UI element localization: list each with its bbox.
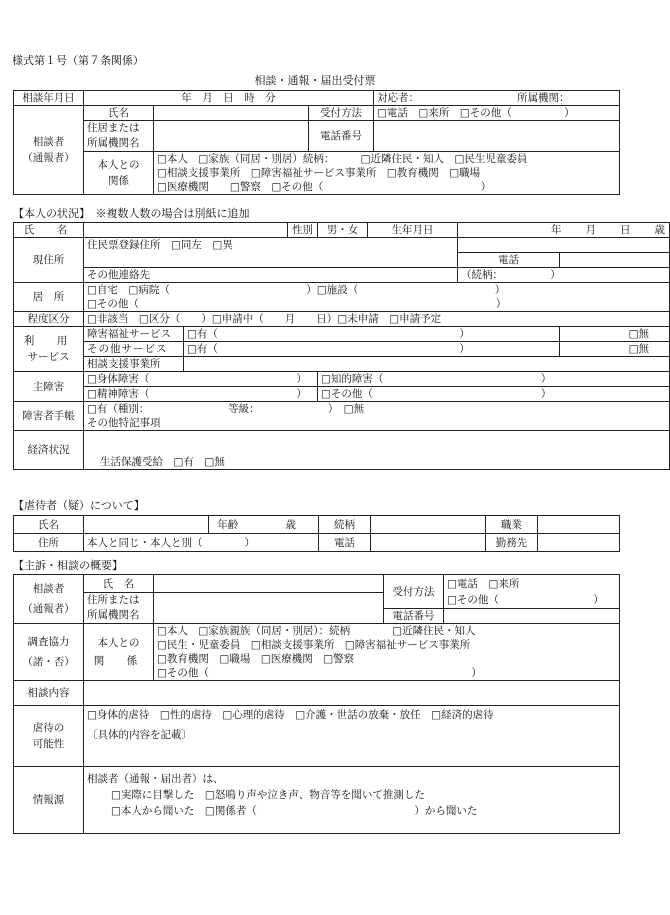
phone-label: 電話番号 (309, 121, 374, 152)
form-number-label: 様式第１号（第７条関係） (12, 54, 144, 67)
form-title: 相談・通報・届出受付票 (254, 74, 376, 87)
svc-consult-field[interactable] (184, 357, 670, 372)
summary-name-label: 氏 名 (84, 575, 154, 593)
reception-table (13, 90, 620, 195)
person-name-field[interactable] (84, 223, 288, 238)
coop-sub-label: （諾・否） (22, 656, 75, 668)
tel-label: 電話 (458, 253, 560, 268)
phone-field[interactable] (374, 121, 620, 152)
welfare-options[interactable]: 生活保護受給 □有 □無 (84, 455, 670, 470)
staff-field[interactable]: 対応者： (377, 92, 420, 104)
section-abuser: 【虐待者（疑）について】 (13, 499, 145, 512)
current-addr-field[interactable] (84, 253, 458, 268)
residence-label: 居 所 (14, 283, 84, 312)
reporter-label: 相談者 (32, 136, 65, 148)
workplace-label: 勤務先 (486, 534, 538, 552)
name-field[interactable] (154, 106, 309, 121)
name-label: 氏名 (84, 106, 154, 121)
summary-rel-opts-1[interactable]: □本人 □家族親族（同居・別居）：続柄 □近隣住民・知人 (154, 624, 620, 639)
other-contact-label: その他連絡先 (84, 268, 458, 283)
addr-label-2: 所属機関名 (87, 137, 140, 149)
abuse-possibility-label-2: 可能性 (32, 738, 65, 750)
abuse-detail-field[interactable]: 〔具体的内容を記載〕 (84, 724, 620, 767)
abuser-tel-label: 電話 (319, 534, 371, 552)
main-disability-label: 主障害 (14, 372, 84, 402)
service-label: 利 用 (23, 335, 74, 347)
accept-options[interactable]: □電話 □来所 □その他（ ） (374, 106, 620, 121)
summary-addr-label-2: 所属機関名 (87, 609, 140, 621)
service-label-2: サービス (27, 351, 70, 363)
summary-accept-label: 受付方法 (384, 575, 444, 609)
abuser-tel-field[interactable] (371, 534, 486, 552)
workplace-field[interactable] (538, 534, 620, 552)
summary-phone-label: 電話番号 (384, 609, 444, 624)
job-label: 職業 (486, 516, 538, 534)
summary-phone-field[interactable] (444, 609, 620, 624)
handbook-options[interactable]: □有（種別： 等級： ） □無 (84, 402, 670, 417)
handbook-label: 障害者手帳 (14, 402, 84, 431)
source-intro: 相談者（通報・届出者）は、 (87, 773, 224, 785)
abuser-addr-options[interactable]: 本人と同じ・本人と別（ ） (84, 534, 319, 552)
relation-options-1[interactable]: □本人 □家族（同居・別居）続柄： □近隣住民・知人 □民生児童委員 (154, 152, 620, 167)
svc-welfare-yes[interactable]: □有（ ） (184, 327, 560, 342)
addr-field[interactable] (154, 121, 309, 152)
level-label: 程度区分 (14, 312, 84, 327)
summary-accept-opts-2[interactable]: □その他（ ） (447, 593, 604, 606)
abuser-table (13, 515, 620, 552)
dis-intellectual[interactable]: □知的障害（ ） (318, 372, 670, 387)
abuser-addr-label: 住所 (14, 534, 84, 552)
summary-rel-opts-2[interactable]: □民生・児童委員 □相談支援事業所 □障害福祉サービス事業所 (154, 638, 620, 652)
summary-accept-opts-1[interactable]: □電話 □来所 (447, 577, 520, 590)
age-field[interactable]: 歳 (247, 516, 319, 534)
economy-label: 経済状況 (14, 431, 84, 470)
summary-rel-opts-4[interactable]: □その他（ ） (154, 666, 620, 681)
sex-options[interactable]: 男・女 (318, 223, 368, 238)
date-field[interactable]: 年 月 日 時 分 (84, 91, 374, 106)
source-options-2[interactable]: □本人から聞いた □関係者（ ）から聞いた (111, 805, 478, 817)
svc-welfare-no[interactable]: □無 (560, 327, 670, 342)
relation-options-2[interactable]: □相談支援事業所 □障害福祉サービス事業所 □教育機関 □職場 (154, 166, 620, 180)
summary-reporter-label: 相談者 (32, 583, 65, 595)
relation-label-2: 関係 (108, 175, 129, 187)
summary-addr-field[interactable] (154, 593, 384, 624)
summary-table (13, 574, 620, 834)
abuse-possibility-label: 虐待の (32, 722, 65, 734)
person-table (13, 222, 670, 470)
addr-label: 住居または (87, 122, 140, 134)
info-source-label: 情報源 (14, 767, 84, 834)
coop-label: 調査協力 (27, 636, 70, 648)
svc-other-yes[interactable]: □有（ ） (184, 342, 560, 357)
agency-field[interactable]: 所属機関： (517, 92, 570, 104)
residence-options-1[interactable]: □自宅 □病院（ ）□施設（ ） (84, 283, 670, 298)
summary-rel-opts-3[interactable]: □教育機関 □職場 □医療機関 □警察 (154, 652, 620, 666)
current-addr-label: 現住所 (14, 238, 84, 283)
svc-other-label: その他サービス (84, 342, 184, 357)
handbook-notes[interactable]: その他特記事項 (84, 416, 670, 431)
relation-options-3[interactable]: □医療機関 □警察 □その他（ ） (154, 180, 620, 195)
source-options-1[interactable]: □実際に目撃した □怒鳴り声や泣き声、物音等を聞いて推測した (111, 789, 425, 801)
summary-relation-label: 本人との (97, 637, 140, 649)
dis-mental[interactable]: □精神障害（ ） (84, 387, 318, 402)
registered-addr[interactable]: 住民票登録住所 □同左 □異 (84, 238, 458, 253)
reporter-sub-label: （通報者） (22, 152, 75, 164)
abuser-name-label: 氏名 (14, 516, 84, 534)
section-summary: 【主訴・相談の概要】 (13, 559, 123, 572)
date-label: 相談年月日 (14, 91, 84, 106)
abuser-relation-field[interactable] (371, 516, 486, 534)
dis-other[interactable]: □その他（ ） (318, 387, 670, 402)
content-field[interactable] (84, 681, 620, 706)
residence-options-2[interactable]: □その他（ ） (84, 297, 670, 312)
person-name-label: 氏 名 (14, 223, 84, 238)
accept-label: 受付方法 (309, 106, 374, 121)
svc-other-no[interactable]: □無 (560, 342, 670, 357)
relation-field[interactable]: （続柄： ） (458, 268, 670, 283)
dob-field[interactable]: 年 月 日 歳 (458, 223, 670, 238)
abuse-type-options[interactable]: □身体的虐待 □性的虐待 □心理的虐待 □介護・世話の放棄・放任 □経済的虐待 (84, 706, 620, 725)
content-label: 相談内容 (14, 681, 84, 706)
summary-addr-label: 住所または (87, 594, 140, 606)
level-options[interactable]: □非該当 □区分（ ）□申請中（ 月 日）□未申請 □申請予定 (84, 312, 670, 327)
tel-field[interactable] (560, 253, 670, 268)
summary-reporter-sub: （通報者） (22, 603, 75, 615)
economy-field[interactable] (84, 431, 670, 456)
abuser-relation-label: 続柄 (319, 516, 371, 534)
relation-label: 本人との (97, 159, 140, 171)
job-field[interactable] (538, 516, 620, 534)
dis-physical[interactable]: □身体障害（ ） (84, 372, 318, 387)
section-person-status: 【本人の状況】 ※複数人数の場合は別紙に追加 (13, 207, 250, 220)
age-label: 年齢 (209, 516, 247, 534)
summary-relation-label-2: 関 係 (93, 655, 144, 667)
abuser-name-field[interactable] (84, 516, 209, 534)
dob-label: 生年月日 (368, 223, 458, 238)
summary-name-field[interactable] (154, 575, 384, 593)
sex-label: 性別 (288, 223, 318, 238)
svc-welfare-label: 障害福祉サービス (84, 327, 184, 342)
svc-consult-label: 相談支援事業所 (84, 357, 184, 372)
